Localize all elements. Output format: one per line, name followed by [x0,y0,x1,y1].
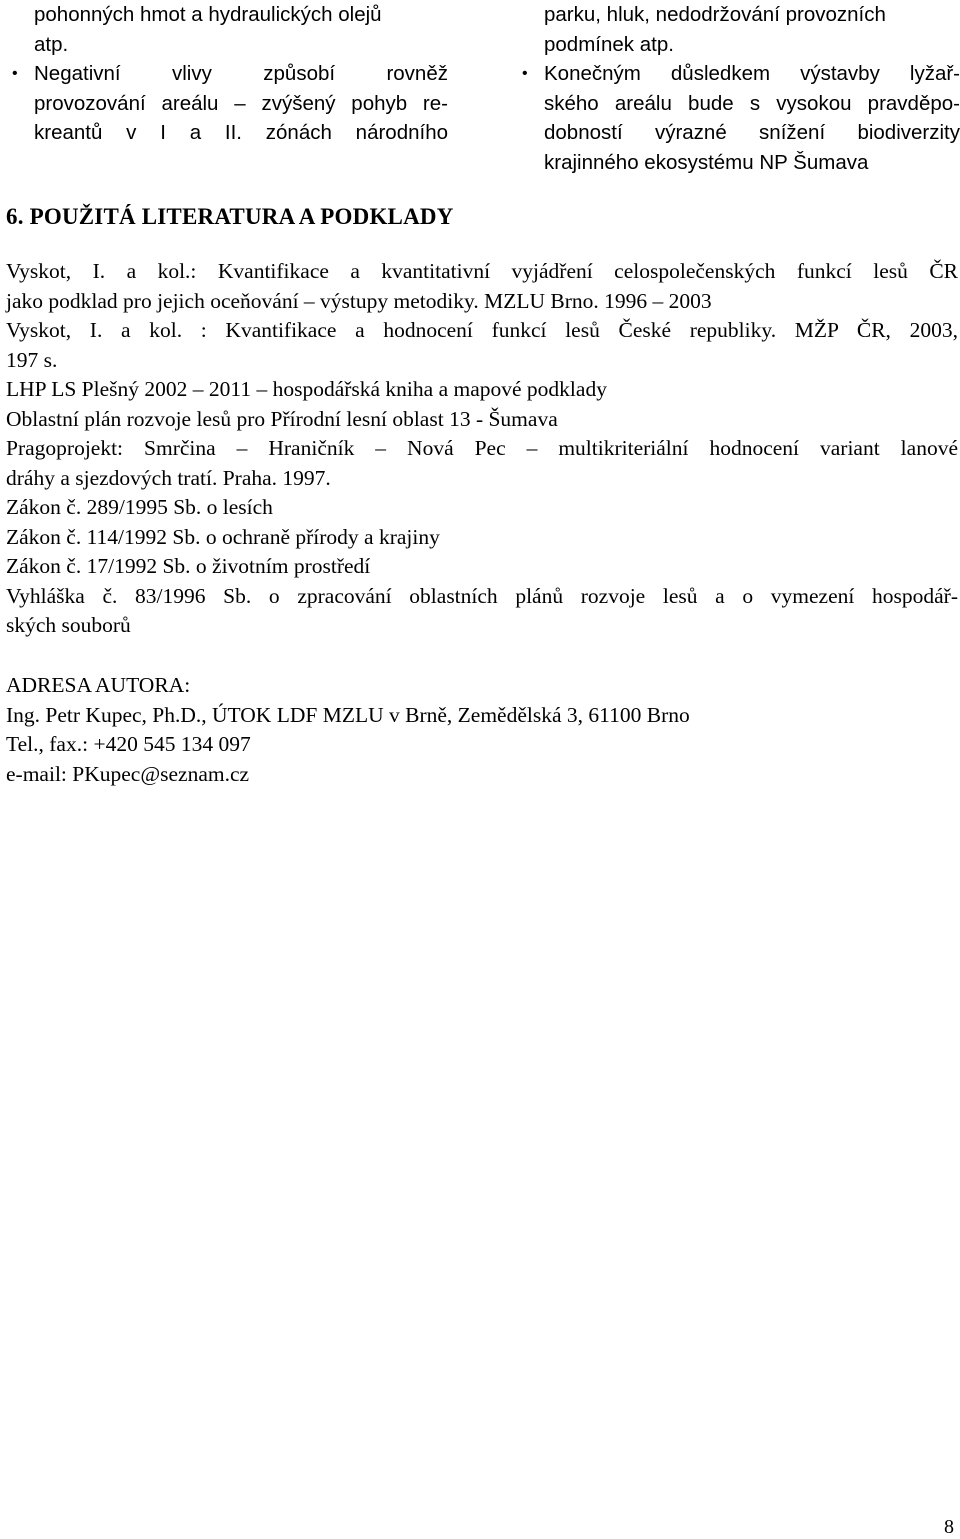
bullet-text [34,59,448,148]
reference-line: ských souborů [6,613,131,637]
bullet-line: ského areálu bude s vysokou pravděpo- [544,91,960,115]
reference-line: Vyhláška č. 83/1996 Sb. o zpracování oblastních plánů rozvoje lesů a o vymezení hospodář- [6,583,958,608]
author-email: e-mail: PKupec@seznam.cz [6,761,250,786]
continuation-line: parku, hluk, nedodržování provozních [544,3,886,26]
reference-line: dráhy a sjezdových tratí. Praha. 1997. [6,465,331,490]
bullet-icon: • [12,65,18,82]
bullet-item [8,59,448,148]
bullet-line: provozování areálu – zvýšený pohyb re- [34,91,448,115]
bullet-line: Negativní vlivy způsobí rovněž [34,62,448,85]
bullet-item [518,59,960,177]
reference-line: 197 s. [6,347,58,372]
bullet-line: krajinného ekosystému NP Šumava [544,150,869,174]
continuation-line: pohonných hmot a hydraulických olejů [34,3,382,26]
reference-line: Zákon č. 289/1995 Sb. o lesích [6,495,273,519]
continuation-line: podmínek atp. [544,32,674,56]
bullet-line: Konečným důsledkem výstavby lyžař- [544,62,960,85]
bullet-line: dobností výrazné snížení biodiverzity [544,121,960,144]
reference-line: Zákon č. 114/1992 Sb. o ochraně přírody a krajiny [6,524,440,549]
reference-line: Zákon č. 17/1992 Sb. o životním prostředí [6,554,371,578]
right-column [518,0,960,177]
continuation-line: atp. [34,32,69,56]
reference-line: Pragoprojekt: Smrčina – Hraničník – Nová Pec – multikriteriální hodnocení variant lanové [6,436,958,460]
author-address [6,671,690,789]
reference-line: Oblastní plán rozvoje lesů pro Přírodní lesní oblast 13 - Šumava [6,406,558,431]
bullet-text [544,59,960,177]
left-column [8,0,448,148]
reference-line: jako podklad pro jejich oceňování – výstupy metodiky. MZLU Brno. 1996 – 2003 [6,288,712,313]
author-phone: Tel., fax.: +420 545 134 097 [6,732,251,756]
section-heading: 6. POUŽITÁ LITERATURA A PODKLADY [6,204,454,229]
page-number: 8 [944,1516,954,1538]
bullet-line: kreantů v I a II. zónách národního [34,121,448,144]
reference-line: Vyskot, I. a kol.: Kvantifikace a kvantitativní vyjádření celospolečenských funkcí lesů ČR [6,259,958,283]
author-heading: ADRESA AUTORA: [6,673,191,697]
reference-line: Vyskot, I. a kol. : Kvantifikace a hodnocení funkcí lesů České republiky. MŽP ČR, 2003, [6,318,958,342]
bullet-icon: • [522,65,528,82]
author-name: Ing. Petr Kupec, Ph.D., ÚTOK LDF MZLU v Brně, Zemědělská 3, 61100 Brno [6,702,690,727]
references-list [6,257,958,641]
reference-line: LHP LS Plešný 2002 – 2011 – hospodářská kniha a mapové podklady [6,377,607,401]
